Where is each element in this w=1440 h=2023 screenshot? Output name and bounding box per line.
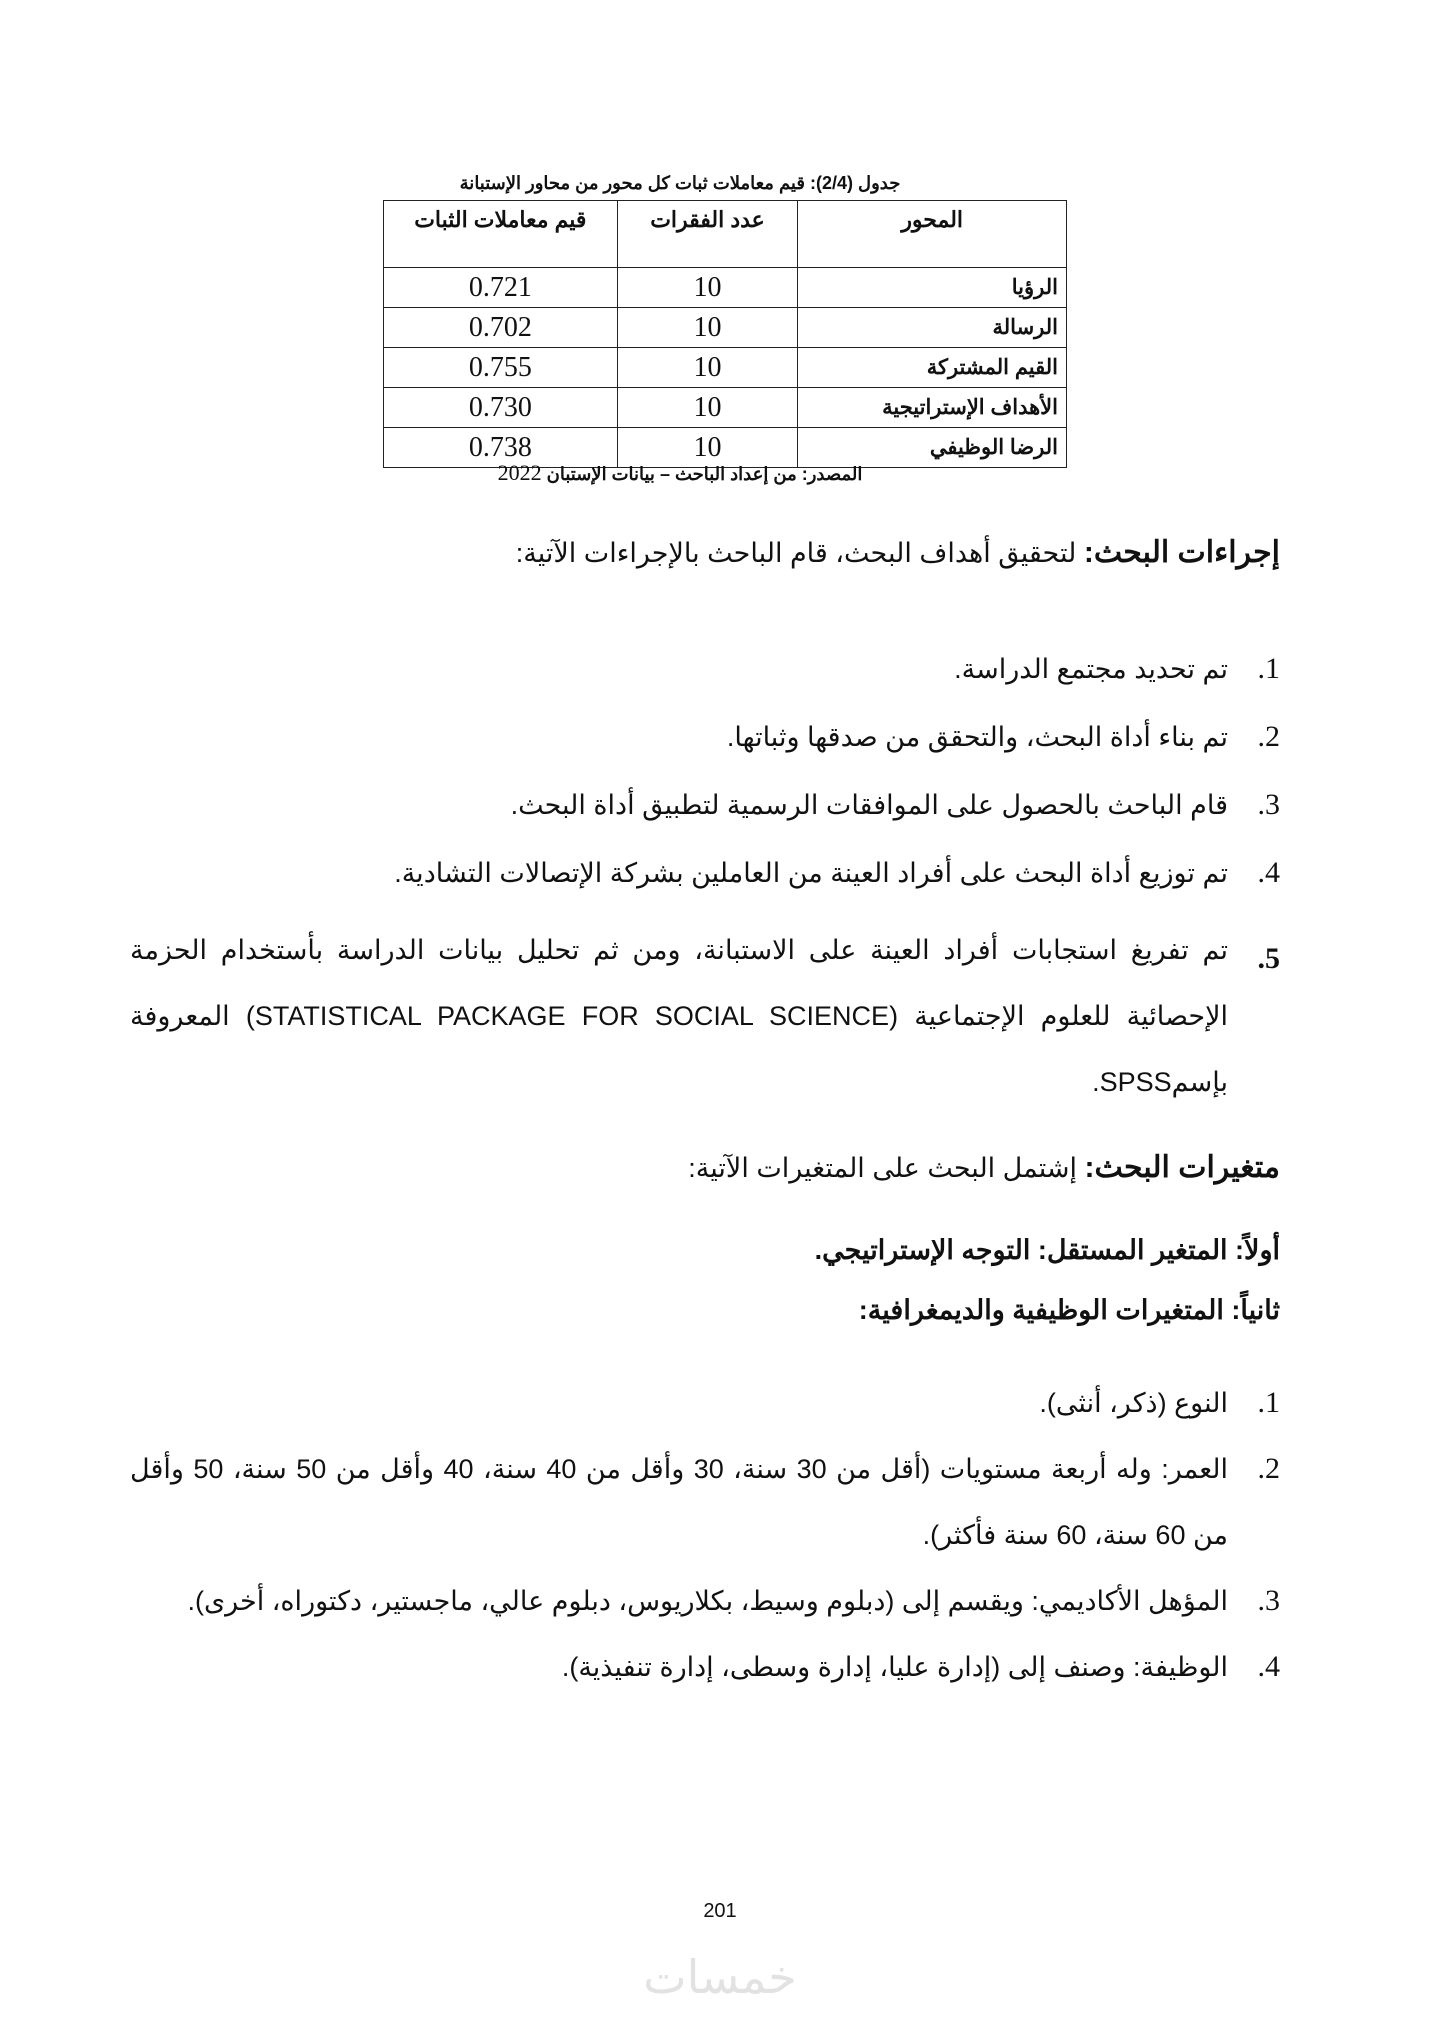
list-item xyxy=(130,1568,1280,1634)
table-caption: جدول (2/4): قيم معاملات ثبات كل محور من محاور الإستبانة xyxy=(459,173,901,193)
axis-cell: الرضا الوظيفي xyxy=(798,428,1067,468)
header-reliability: قيم معاملات الثبات xyxy=(384,201,618,268)
procedures-heading xyxy=(130,535,1280,570)
table-row xyxy=(384,348,1067,388)
reliability-cell: 0.721 xyxy=(384,268,618,308)
axis-cell: الرؤيا xyxy=(798,268,1067,308)
count-cell: 10 xyxy=(617,268,798,308)
table-row xyxy=(384,268,1067,308)
variables-heading xyxy=(130,1150,1280,1185)
item-text: النوع (ذكر، أنثى). xyxy=(1039,1388,1228,1418)
reliability-cell: 0.730 xyxy=(384,388,618,428)
item-text: تم تحديد مجتمع الدراسة. xyxy=(954,654,1228,684)
count-cell: 10 xyxy=(617,428,798,468)
item-text: الوظيفة: وصنف إلى (إدارة عليا، إدارة وسطى، إدارة تنفيذية). xyxy=(561,1652,1228,1682)
item-number: 3. xyxy=(1257,1584,1280,1617)
reliability-table xyxy=(383,200,1067,468)
list-item xyxy=(130,781,1280,829)
list-item xyxy=(130,917,1280,1115)
list-item xyxy=(130,1634,1280,1700)
watermark-logo: خمسات xyxy=(643,1950,797,2004)
demographic-variables-title: ثانياً: المتغيرات الوظيفية والديمغرافية: xyxy=(858,1295,1280,1325)
table-row xyxy=(384,308,1067,348)
item-text: تم توزيع أداة البحث على أفراد العينة من العاملين بشركة الإتصالات التشادية. xyxy=(394,858,1228,888)
item-text: تم بناء أداة البحث، والتحقق من صدقها وثباتها. xyxy=(726,722,1228,752)
list-item xyxy=(130,1370,1280,1436)
item-number: 2. xyxy=(1257,1452,1280,1485)
item-text: المؤهل الأكاديمي: ويقسم إلى (دبلوم وسيط، بكلاريوس، دبلوم عالي، ماجستير، دكتوراه، أخرى). xyxy=(187,1586,1228,1616)
table-header-row xyxy=(384,201,1067,268)
list-item xyxy=(130,1436,1280,1568)
procedures-list xyxy=(130,645,1280,1115)
source-year: 2022 xyxy=(497,460,542,485)
count-cell: 10 xyxy=(617,388,798,428)
table-row xyxy=(384,388,1067,428)
item-number: 5. xyxy=(1257,942,1280,975)
item-number: 1. xyxy=(1257,652,1280,685)
reliability-cell: 0.702 xyxy=(384,308,618,348)
source-label: المصدر: من إعداد الباحث – بيانات الإستبان xyxy=(546,464,863,484)
item-text: تم تفريغ استجابات أفراد العينة على الاستبانة، ومن ثم تحليل بيانات الدراسة بأستخدام الحزمة الإحصائية للعلوم الإجتماعية (STATISTICAL PACKAGE FOR SOCIAL SCIENCE) المعروفة بإسمSPSS. xyxy=(130,935,1228,1097)
item-number: 4. xyxy=(1257,856,1280,889)
item-number: 3. xyxy=(1257,788,1280,821)
list-item xyxy=(130,645,1280,693)
page-number: 201 xyxy=(703,1900,737,1922)
item-text: قام الباحث بالحصول على الموافقات الرسمية لتطبيق أداة البحث. xyxy=(510,790,1228,820)
item-number: 4. xyxy=(1257,1650,1280,1683)
item-number: 2. xyxy=(1257,720,1280,753)
variables-intro: إشتمل البحث على المتغيرات الآتية: xyxy=(688,1153,1085,1183)
independent-variable: أولاً: المتغير المستقل: التوجه الإستراتيجي. xyxy=(814,1235,1280,1265)
item-number: 1. xyxy=(1257,1386,1280,1419)
axis-cell: الأهداف الإستراتيجية xyxy=(798,388,1067,428)
axis-cell: القيم المشتركة xyxy=(798,348,1067,388)
reliability-cell: 0.755 xyxy=(384,348,618,388)
table-source xyxy=(300,460,1060,486)
variables-list xyxy=(130,1370,1280,1700)
list-item xyxy=(130,713,1280,761)
reliability-cell: 0.738 xyxy=(384,428,618,468)
axis-cell: الرسالة xyxy=(798,308,1067,348)
count-cell: 10 xyxy=(617,308,798,348)
variables-title: متغيرات البحث: xyxy=(1084,1151,1280,1184)
item-text: العمر: وله أربعة مستويات (أقل من 30 سنة، 30 وأقل من 40 سنة، 40 وأقل من 50 سنة، 50 وأقل من 60 سنة، 60 سنة فأكثر). xyxy=(130,1454,1228,1550)
list-item xyxy=(130,849,1280,897)
procedures-intro: لتحقيق أهداف البحث، قام الباحث بالإجراءات الآتية: xyxy=(515,538,1084,568)
header-count: عدد الفقرات xyxy=(617,201,798,268)
procedures-title: إجراءات البحث: xyxy=(1083,536,1280,569)
header-axis: المحور xyxy=(798,201,1067,268)
count-cell: 10 xyxy=(617,348,798,388)
